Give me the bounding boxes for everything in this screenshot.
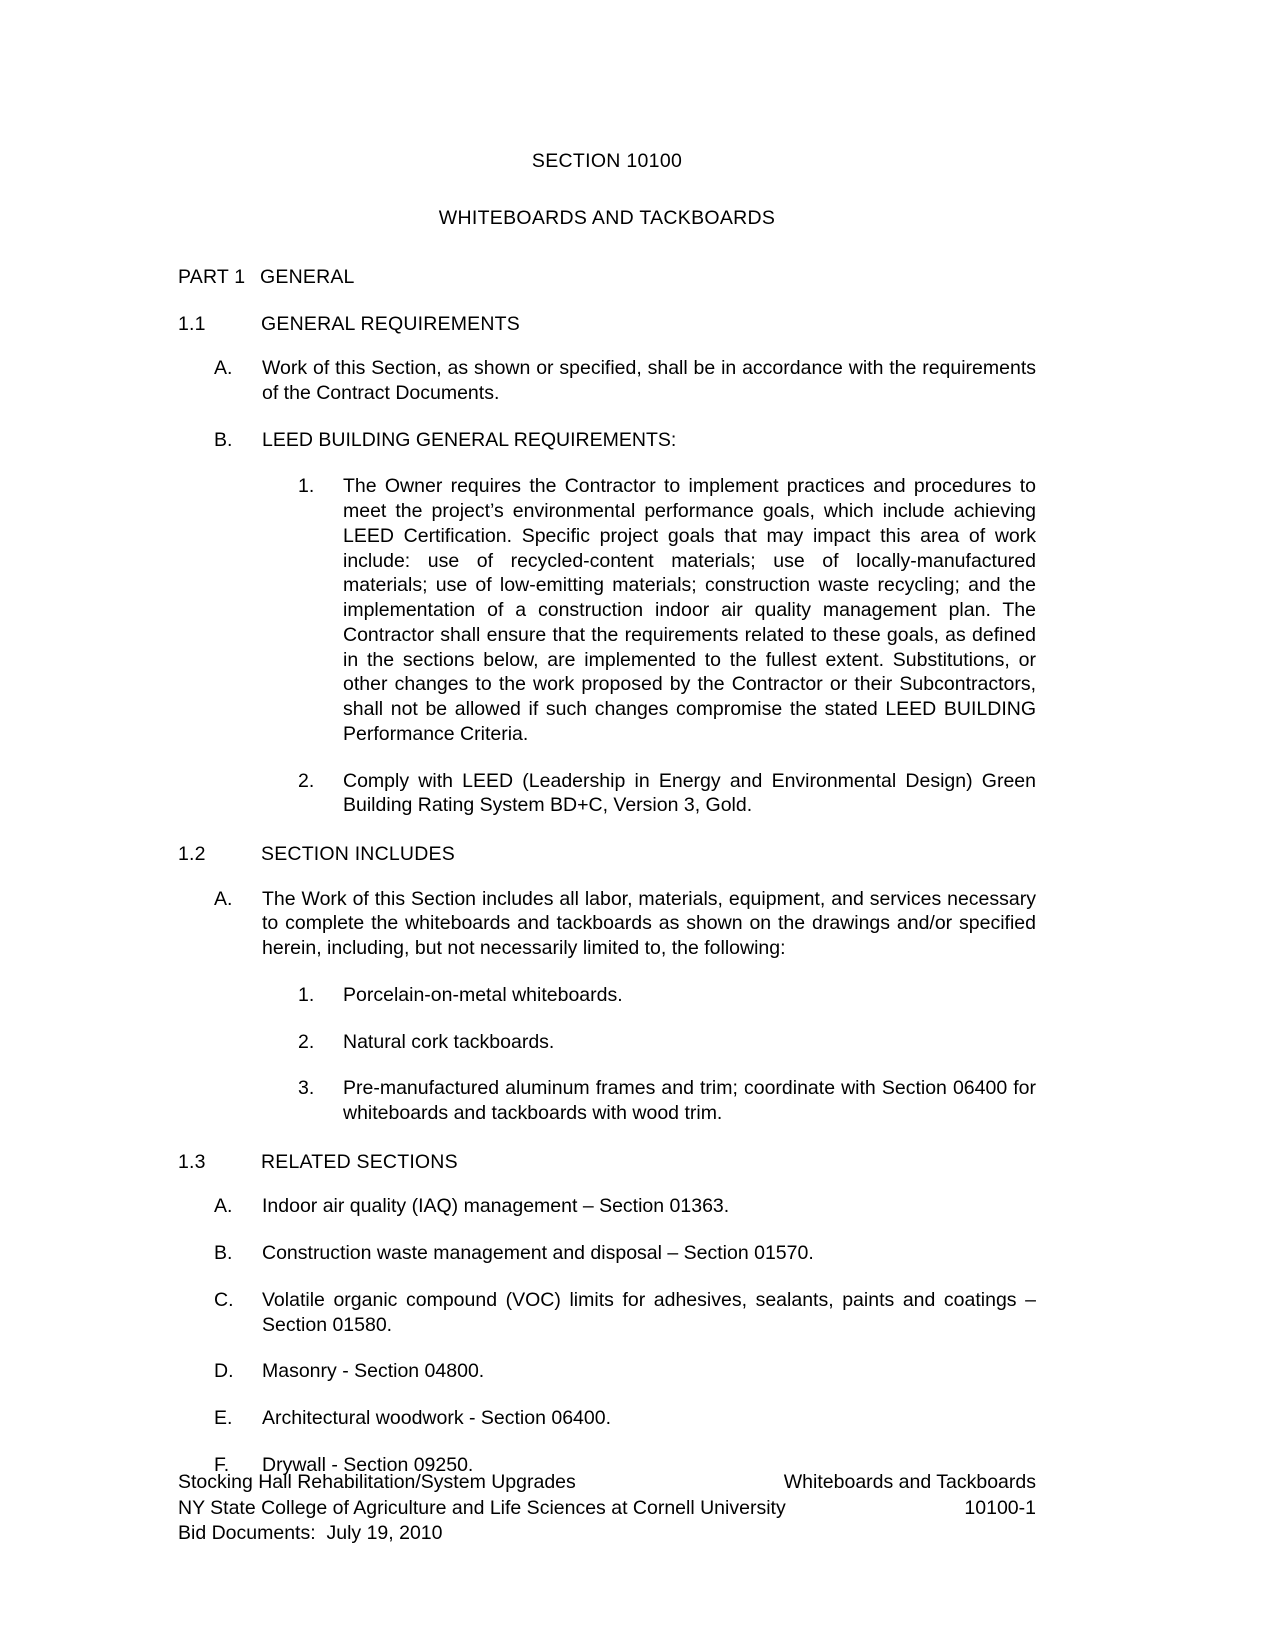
item-text: Volatile organic compound (VOC) limits for adhesives, sealants, paints and coatings – Section 01580. [262, 1288, 1036, 1336]
item-text: Masonry - Section 04800. [262, 1360, 485, 1383]
footer-institution: NY State College of Agriculture and Life Sciences at Cornell University [178, 1496, 786, 1519]
list-item [178, 334, 1036, 406]
footer-line-2 [178, 1496, 1036, 1522]
list-item [178, 1219, 1036, 1266]
item-text: Porcelain-on-metal whiteboards. [343, 983, 623, 1006]
list-item [178, 865, 1036, 961]
item-marker: A. [214, 887, 233, 910]
section-title-1-2: SECTION INCLUDES [261, 843, 455, 865]
section-number-1-2: 1.2 [178, 843, 206, 865]
item-text: The Owner requires the Contractor to implement practices and procedures to meet the project’s environmental performance goals, which include achieving LEED Certification. Specific project goals that may impact this area of work include: use of recycled-content materials; use of locally-manufactured materials; use of low-emitting materials; construction waste recycling; and the implementation of a construction indoor air quality management plan. The Contractor shall ensure that the requirements related to these goals, as defined in the sections below, are implemented to the fullest extent. Substitutions, or other changes to the work proposed by the Contractor or their Subcontractors, shall not be allowed if such changes compromise the stated LEED BUILDING Performance Criteria. [343, 475, 1036, 745]
part-label: PART 1 [178, 266, 246, 288]
footer-bid-documents-date: Bid Documents: July 19, 2010 [178, 1522, 443, 1545]
section-number-1-3: 1.3 [178, 1150, 206, 1173]
item-text: Comply with LEED (Leadership in Energy and Environmental Design) Green Building Rating System BD+C, Version 3, Gold. [343, 769, 1036, 817]
section-title-heading: WHITEBOARDS AND TACKBOARDS [438, 206, 776, 229]
item-marker: F. [214, 1453, 230, 1476]
list-item [178, 961, 1036, 1008]
item-marker: C. [214, 1288, 234, 1311]
item-marker: B. [214, 428, 233, 451]
item-marker: 1. [298, 475, 315, 498]
section-number-heading: SECTION 10100 [531, 150, 683, 172]
item-text: Indoor air quality (IAQ) management – Section 01363. [262, 1195, 730, 1218]
item-text: Natural cork tackboards. [343, 1030, 555, 1053]
list-item [178, 747, 1036, 819]
section-number-1-1: 1.1 [178, 312, 206, 335]
item-marker: E. [214, 1407, 233, 1429]
list-item [178, 1008, 1036, 1055]
list-item [178, 452, 1036, 746]
footer-section-title: Whiteboards and Tackboards [783, 1471, 1036, 1493]
item-marker: D. [214, 1360, 234, 1383]
part-title: GENERAL [260, 266, 355, 288]
section-heading-1-3 [178, 1126, 1036, 1173]
list-item [178, 1054, 1036, 1126]
part-heading [178, 228, 1036, 288]
footer-page-number: 10100-1 [964, 1496, 1036, 1519]
item-marker: 2. [298, 769, 315, 792]
footer-line-1 [178, 1470, 1036, 1496]
list-item [178, 1172, 1036, 1219]
footer-line-3 [178, 1521, 1036, 1547]
item-text: Work of this Section, as shown or specified, shall be in accordance with the requirements of the Contract Documents. [262, 357, 1036, 404]
section-heading-1-1 [178, 288, 1036, 335]
section-title-1-1: GENERAL REQUIREMENTS [261, 312, 520, 335]
item-text: Pre-manufactured aluminum frames and trim; coordinate with Section 06400 for whiteboards and tackboards with wood trim. [343, 1077, 1036, 1124]
list-item [178, 1266, 1036, 1338]
item-text: The Work of this Section includes all labor, materials, equipment, and services necessary to complete the whiteboards and tackboards as shown on the drawings and/or specified herein, including, but not necessarily limited to, the following: [262, 887, 1036, 959]
list-item [178, 406, 1036, 453]
item-marker: 1. [298, 983, 315, 1006]
page-footer [178, 1470, 1036, 1547]
footer-project-name: Stocking Hall Rehabilitation/System Upgrades [178, 1471, 576, 1493]
item-text: Construction waste management and disposal – Section 01570. [262, 1242, 814, 1264]
item-text: Architectural woodwork - Section 06400. [262, 1407, 612, 1429]
section-title-1-3: RELATED SECTIONS [261, 1150, 458, 1173]
item-marker: A. [214, 357, 233, 379]
list-item [178, 1384, 1036, 1431]
list-item [178, 1337, 1036, 1384]
document-body [178, 0, 1036, 1478]
item-text: Drywall - Section 09250. [262, 1453, 474, 1476]
item-marker: A. [214, 1195, 233, 1218]
item-text: LEED BUILDING GENERAL REQUIREMENTS: [262, 428, 677, 451]
item-marker: 2. [298, 1030, 315, 1053]
section-heading-1-2 [178, 818, 1036, 865]
item-marker: B. [214, 1242, 233, 1264]
item-marker: 3. [298, 1077, 315, 1100]
